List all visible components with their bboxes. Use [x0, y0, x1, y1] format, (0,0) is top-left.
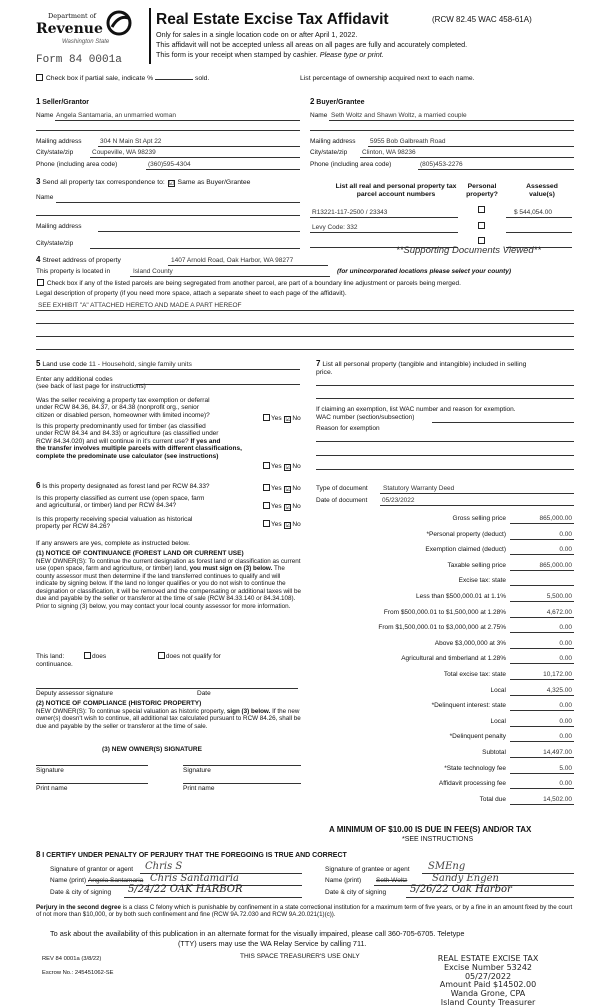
dept-label: Department of: [48, 12, 97, 20]
tax-label: Exemption claimed (deduct): [425, 546, 506, 554]
f2-no-checkbox[interactable]: ☑: [285, 505, 291, 511]
revenue-swirl-icon: [106, 10, 132, 36]
grantor-date-label: Date & city of signing: [50, 889, 112, 896]
location-county[interactable]: Island County: [133, 268, 173, 275]
header-rule: [149, 8, 151, 64]
forest-yes-no-1: Yes ☑ No: [262, 484, 301, 493]
doc-date-label: Date of document: [316, 497, 368, 504]
tax-label: Subtotal: [482, 749, 506, 756]
grantee-name-hand[interactable]: Sandy Engen: [432, 873, 499, 884]
ownership-note: List percentage of ownership acquired next to each name.: [300, 75, 475, 82]
state-label: Washington State: [62, 39, 110, 45]
personal-header: Personal property?: [466, 183, 498, 198]
does-not-checkbox[interactable]: [158, 652, 165, 659]
form-title: Real Estate Excise Tax Affidavit: [156, 11, 389, 28]
segregated-checkbox[interactable]: [37, 279, 44, 286]
tax-value[interactable]: 4,325.00: [546, 686, 572, 694]
location-note: (for unincorporated locations please select your county): [337, 268, 512, 275]
f1-no-checkbox[interactable]: ☑: [285, 487, 291, 493]
tax-value[interactable]: 0.00: [559, 655, 572, 663]
same-as-buyer-checkbox[interactable]: ☑: [168, 181, 175, 187]
seller-phone[interactable]: (360)595-4304: [148, 161, 191, 168]
this-land-row: This land: does does not qualify for: [36, 653, 221, 660]
alt-format-line-1: To ask about the availability of this publication in an alternate format for the visually impaired, please call 360-705-6705. Teletype: [50, 929, 465, 938]
tax-label: *Delinquent penalty: [449, 733, 506, 741]
grantee-name-typed: Seth Woltz: [376, 877, 408, 884]
tax-label: Gross selling price: [452, 515, 506, 522]
tax-value[interactable]: 0.00: [559, 702, 572, 710]
forest-note: If any answers are yes, complete as instructed below.: [36, 540, 190, 547]
f3-yes-checkbox[interactable]: [263, 520, 270, 527]
land-use-value: 11 - Household, single family units: [88, 361, 192, 368]
q1-no-checkbox[interactable]: ☑: [285, 417, 291, 423]
levy-code[interactable]: Levy Code: 332: [312, 224, 358, 231]
parcel-number[interactable]: R13221-117-2500 / 23343: [312, 209, 388, 216]
tax-value[interactable]: 14,497.00: [543, 749, 572, 756]
see-instructions: *SEE INSTRUCTIONS: [402, 836, 474, 843]
tax-value[interactable]: 0.00: [559, 733, 572, 741]
form-number: Form 84 0001a: [36, 54, 122, 66]
corr-city-label: City/state/zip: [36, 240, 74, 247]
print-label-1: Print name: [36, 785, 68, 792]
seller-name-label: Name: [36, 112, 54, 119]
forest-question-2: Is this property classified as current use (open space, farm and agricultural, or timber) land per RCW 84.34?: [36, 495, 205, 510]
tax-label: Excise tax: state: [458, 577, 506, 585]
tax-label: From $1,500,000.01 to $3,000,000 at 2.75%: [378, 624, 506, 632]
buyer-addr-label: Mailing address: [310, 138, 356, 145]
minimum-note: A MINIMUM OF $10.00 IS DUE IN FEE(S) AND/OR TAX: [329, 825, 532, 834]
seller-phone-label: Phone (including area code): [36, 161, 118, 168]
assessed-value[interactable]: $ 544,054.00: [514, 209, 552, 216]
buyer-city[interactable]: Clinton, WA 98236: [362, 149, 416, 156]
buyer-name-label: Name: [310, 112, 328, 119]
seller-city-label: City/state/zip: [36, 149, 74, 156]
additional-codes: Enter any additional codes (see back of last page for instructions): [36, 376, 146, 391]
dor-logo: [34, 10, 134, 68]
tax-value[interactable]: 0.00: [559, 530, 572, 538]
timber-yes-no: Yes ☑ No: [262, 462, 301, 471]
buyer-city-label: City/state/zip: [310, 149, 348, 156]
grantor-signature[interactable]: Chris S: [145, 861, 183, 872]
partial-sale-checkbox[interactable]: [36, 74, 43, 81]
tax-label: *Personal property (deduct): [426, 530, 506, 538]
q2-yes-checkbox[interactable]: [263, 462, 270, 469]
doc-type[interactable]: Statutory Warranty Deed: [383, 485, 455, 492]
forest-yes-no-3: Yes ☑ No: [262, 520, 301, 529]
does-checkbox[interactable]: [84, 652, 91, 659]
perjury-text: Perjury in the second degree is a class C felony which is punishable by confinement in a state correctional institution for a maximum term of five years, or by a fine in an amount fixed by the court of not more than $10,000, or by both such confinement and fine (RCW 9A.72.030 and RCW 9A.20.021(1)(c)).: [36, 904, 573, 919]
personal-checkbox-3[interactable]: [478, 237, 485, 244]
doc-type-label: Type of document: [316, 485, 368, 492]
treasurer-stamp: REAL ESTATE EXCISE TAX Excise Number 53242 05/27/2022 Amount Paid $14502.00 Wanda Grone, CPA Island County Treasurer: [437, 954, 539, 1007]
forest-yes-no-2: Yes ☑ No: [262, 502, 301, 511]
f2-yes-checkbox[interactable]: [263, 502, 270, 509]
tax-value[interactable]: 5,500.00: [546, 593, 572, 600]
tax-label: Local: [490, 717, 506, 725]
tax-label: *Delinquent interest: state: [431, 702, 506, 710]
exemption-yes-no: Yes ☑ No: [262, 414, 301, 423]
buyer-name[interactable]: Seth Woltz and Shawn Woltz, a married couple: [331, 112, 467, 119]
tax-label: Local: [490, 686, 506, 694]
doc-date[interactable]: 05/23/2022: [382, 497, 415, 504]
exemption-wac-label: If claiming an exemption, list WAC number and reason for exemption.: [316, 406, 516, 413]
certify-title: 8 I CERTIFY UNDER PENALTY OF PERJURY THAT THE FOREGOING IS TRUE AND CORRECT: [36, 850, 347, 859]
land-use-row: 5 Land use code 11 - Household, single family units: [36, 359, 192, 368]
grantee-date-label: Date & city of signing: [325, 889, 387, 896]
header-line-1: Only for sales in a single location code on or after April 1, 2022.: [156, 30, 358, 39]
deputy-date-label: Date: [197, 690, 211, 697]
tax-value[interactable]: 4,672.00: [546, 608, 572, 616]
grantee-date-city[interactable]: 5/26/22 Oak Harbor: [410, 884, 512, 895]
segregated-row: Check box if any of the listed parcels are being segregated from another parcel, are part of a boundary line adjustment or parcels being merged.: [36, 279, 461, 287]
buyer-address[interactable]: 5955 Bob Galbreath Road: [370, 138, 446, 145]
f3-no-checkbox[interactable]: ☑: [285, 523, 291, 529]
q2-no-checkbox[interactable]: ☑: [285, 465, 291, 471]
tax-label: Above $3,000,000 at 3%: [434, 639, 506, 647]
corr-addr-label: Mailing address: [36, 223, 82, 230]
new-owner-sig-title: (3) NEW OWNER(S) SIGNATURE: [102, 746, 202, 753]
corr-name-label: Name: [36, 194, 54, 201]
sig-label-1: Signature: [36, 767, 64, 774]
assessed-header: Assessed value(s): [526, 183, 558, 198]
tax-value[interactable]: 0.00: [559, 639, 572, 647]
seller-city[interactable]: Coupeville, WA 98239: [92, 149, 156, 156]
wac-number-label: WAC number (section/subsection): [316, 414, 415, 421]
compliance-text: NEW OWNER(S): To continue special valuation as historic property, sign (3) below. If the new owner(s) doesn't wish to continue, all additional tax calculated pursuant to RCW 84.26, shall be due and payable by the seller or transferor at the time of sale.: [36, 708, 301, 730]
legal-desc-label: Legal description of property (if you need more space, attach a separate sheet to each page of the affidavit).: [36, 290, 347, 297]
personal-checkbox-1[interactable]: [478, 206, 485, 213]
seller-heading: 1 Seller/Grantor: [36, 97, 89, 106]
personal-property-text: 7 List all personal property (tangible and intangible) included in selling price.: [316, 359, 527, 376]
compliance-title: (2) NOTICE OF COMPLIANCE (HISTORIC PROPERTY): [36, 700, 202, 707]
continuance-label: continuance.: [36, 661, 73, 668]
q1-yes-checkbox[interactable]: [263, 414, 270, 421]
buyer-heading: 2 Buyer/Grantee: [310, 97, 365, 106]
tax-label: Taxable selling price: [447, 561, 506, 569]
agency-label: Revenue: [36, 21, 103, 37]
tax-label: *State technology fee: [444, 764, 506, 772]
rcw-ref: (RCW 82.45 WAC 458-61A): [432, 15, 532, 24]
tax-value[interactable]: 5.00: [559, 764, 572, 772]
legal-description[interactable]: SEE EXHIBIT "A" ATTACHED HERETO AND MADE A PART HEREOF: [38, 302, 242, 309]
escrow-number: Escrow No.: 245451062-SE: [42, 970, 114, 976]
street-row: 4 Street address of property: [36, 255, 121, 264]
correspondence-row: 3 Send all property tax correspondence to: ☑ Same as Buyer/Grantee: [36, 177, 251, 187]
location-label: This property is located in: [36, 268, 111, 275]
partial-sale-row: Check box if partial sale, indicate % sold.: [35, 74, 209, 83]
supporting-docs-note: **Supporting Documents Viewed**: [396, 245, 542, 256]
tax-label: Less than $500,000.01 at 1.1%: [416, 593, 506, 600]
grantor-name-label: Name (print): [50, 877, 87, 884]
treasurer-use: THIS SPACE TREASURER'S USE ONLY: [240, 953, 360, 960]
grantor-name-typed: Angela Santamaria: [88, 877, 144, 884]
alt-format-line-2: (TTY) users may use the WA Relay Service by calling 711.: [178, 939, 367, 948]
print-label-2: Print name: [183, 785, 215, 792]
tax-value[interactable]: 0.00: [559, 546, 572, 554]
seller-addr-label: Mailing address: [36, 138, 82, 145]
personal-checkbox-2[interactable]: [478, 222, 485, 229]
tax-label: Affidavit processing fee: [438, 780, 506, 788]
grantee-signature[interactable]: SMEng: [428, 861, 466, 872]
tax-value[interactable]: 0.00: [559, 780, 572, 788]
exemption-reason-label: Reason for exemption: [316, 425, 380, 432]
grantor-date-city[interactable]: 5/24/22 OAK HARBOR: [128, 884, 243, 895]
continuance-title: (1) NOTICE OF CONTINUANCE (FOREST LAND OR CURRENT USE): [36, 550, 244, 557]
header-line-3: This form is your receipt when stamped by cashier. Please type or print.: [156, 50, 384, 59]
exemption-question: Was the seller receiving a property tax exemption or deferral under RCW 84.36, 84.37, or 84.38 (nonprofit org., senior citizen or disabled person, homeowner with limited income)?: [36, 397, 210, 419]
tax-label: Agricultural and timberland at 1.28%: [401, 655, 506, 663]
tax-value[interactable]: 14,502.00: [543, 795, 572, 803]
seller-name[interactable]: Angela Santamaria, an unmarried woman: [56, 112, 176, 119]
grantee-sig-label: Signature of grantee or agent: [325, 866, 410, 873]
seller-address[interactable]: 304 N Main St Apt 22: [100, 138, 162, 145]
deputy-sig-label: Deputy assessor signature: [36, 690, 113, 697]
f1-yes-checkbox[interactable]: [263, 484, 270, 491]
sig-label-2: Signature: [183, 767, 211, 774]
tax-value[interactable]: 10,172.00: [543, 671, 572, 678]
tax-value[interactable]: 0.00: [559, 717, 572, 725]
rev-number: REV 84 0001a (3/8/22): [42, 956, 102, 962]
buyer-phone-label: Phone (including area code): [310, 161, 392, 168]
tax-value[interactable]: 865,000.00: [539, 515, 572, 522]
grantor-sig-label: Signature of grantor or agent: [50, 866, 134, 873]
grantor-name-hand[interactable]: Chris Santamaria: [150, 873, 239, 884]
continuance-text: NEW OWNER(S): To continue the current designation as forest land or classification as current use (open space, farm and agriculture, or timber) land, you must sign on (3) below. The county assessor must then determine if the land transferred continues to qualify and will indicate by signing below. If the land no longer qualifies or you do not wish to continue the designation or classification, it will be removed and the compensating or additional taxes will be due and payable by the seller or transferor at the time of sale (RCW 84.33.140 or 84.34.108). Prior to signing (3) below, you may contact your local county assessor for more information.: [36, 558, 301, 610]
street-address[interactable]: 1407 Arnold Road, Oak Harbor, WA 98277: [171, 257, 294, 264]
parcel-header: List all real and personal property tax parcel account numbers: [335, 183, 457, 198]
tax-value[interactable]: 865,000.00: [539, 561, 572, 569]
tax-label: From $500,000.01 to $1,500,000 at 1.28%: [383, 608, 506, 616]
timber-question: Is this property predominantly used for timber (as classified under RCW 84.34 and 84.33) or agriculture (as classified under RCW 84.34.020) and will continue in it's current use? If yes and the transfer involves multiple parcels with different classifications, complete the predominate use calculator (see instructions): [36, 423, 242, 460]
forest-question-1: 6 Is this property designated as forest land per RCW 84.33?: [36, 481, 210, 490]
header-line-2: This affidavit will not be accepted unless all areas on all pages are fully and accurately completed.: [156, 40, 468, 49]
buyer-phone[interactable]: (805)453-2276: [420, 161, 463, 168]
grantee-name-label: Name (print): [325, 877, 362, 884]
tax-value[interactable]: 0.00: [559, 624, 572, 632]
tax-label: Total due: [479, 795, 506, 803]
tax-label: Total excise tax: state: [443, 671, 506, 678]
forest-question-3: Is this property receiving special valuation as historical property per RCW 84.26?: [36, 516, 193, 531]
